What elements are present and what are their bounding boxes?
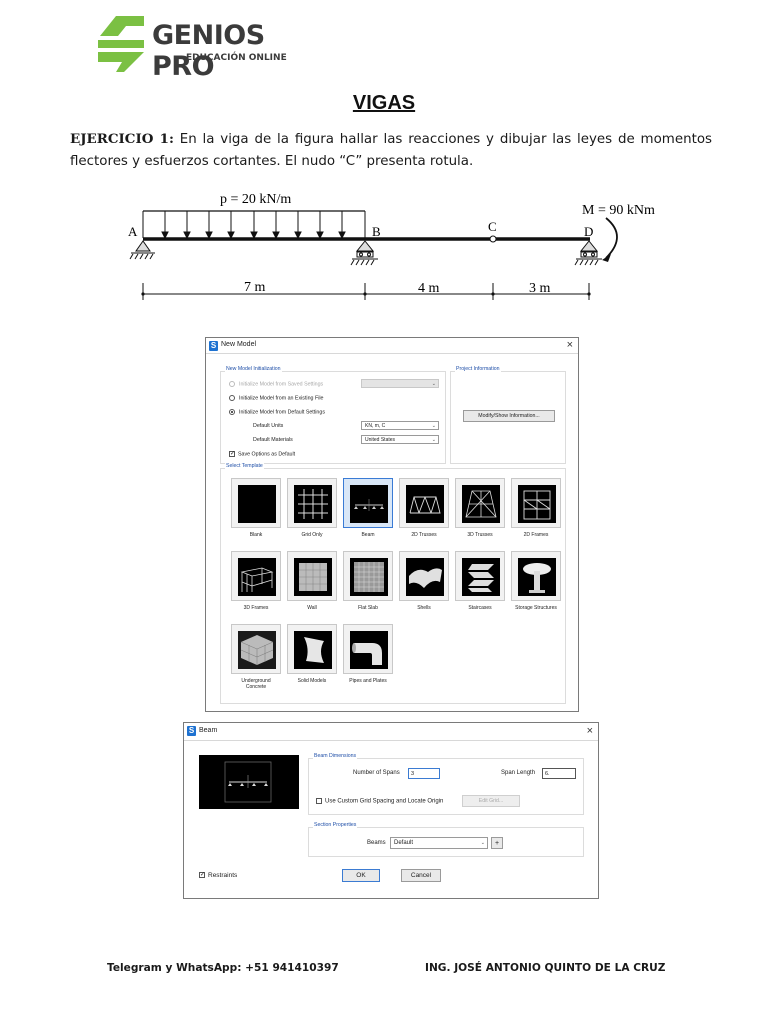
chevron-down-icon: ⌄ [431, 437, 436, 443]
distributed-load-arrows [162, 211, 345, 238]
2d-frame-template-icon [518, 485, 556, 523]
logo-name: GENIOS PRO [152, 20, 265, 82]
beam-dialog-title: Beam [199, 727, 218, 734]
wall-template-icon [294, 558, 332, 596]
saved-settings-select [361, 379, 439, 388]
section-properties-group [308, 822, 584, 857]
solid-model-template-icon [294, 631, 332, 669]
section-properties-label: Section Properties [314, 822, 357, 828]
applied-moment-arrowhead [602, 254, 611, 262]
shell-template-icon [406, 558, 444, 596]
template-label: Shells [417, 605, 431, 611]
beam-template-icon [350, 485, 388, 523]
span-1-length: 7 m [244, 280, 266, 295]
load-label: p = 20 kN/m [220, 192, 292, 207]
beam-preview-image [199, 755, 299, 809]
beam-close-icon[interactable]: × [586, 725, 593, 737]
template-2d-trusses[interactable] [399, 478, 449, 538]
select-template-group [220, 463, 566, 704]
storage-structure-template-icon [518, 558, 556, 596]
cancel-button[interactable]: Cancel [401, 869, 441, 882]
pipe-template-icon [350, 631, 388, 669]
template-3d-frames[interactable] [231, 551, 281, 611]
footer-author: ING. JOSÉ ANTONIO QUINTO DE LA CRUZ [425, 962, 666, 974]
custom-grid-label: Use Custom Grid Spacing and Locate Origin [325, 798, 444, 805]
option-existing-file[interactable] [229, 395, 324, 401]
template-shells[interactable] [399, 551, 449, 611]
template-underground-concrete[interactable] [231, 624, 281, 690]
node-d-label: D [584, 224, 594, 239]
beam-dimensions-label: Beam Dimensions [314, 753, 357, 759]
restraints-check-icon[interactable]: ✓ [200, 872, 206, 879]
support-d-roller [575, 241, 602, 265]
chevron-down-icon: ⌄ [431, 423, 436, 429]
select-template-label: Select Template [226, 463, 263, 469]
staircase-template-icon [462, 558, 500, 596]
template-label: 3D Frames [243, 605, 269, 611]
default-materials-label: Default Materials [253, 437, 293, 443]
template-grid-only[interactable] [287, 478, 337, 538]
radio-default-settings[interactable] [229, 409, 235, 415]
genios-pro-logo-icon [94, 14, 148, 74]
option-default-settings-label: Initialize Model from Default Settings [239, 409, 325, 416]
new-model-dialog [205, 337, 579, 712]
save-options-checkbox[interactable] [229, 451, 295, 457]
custom-grid-check-box[interactable] [316, 798, 322, 804]
default-units-value: KN, m, C [365, 423, 386, 429]
beam-dialog [183, 722, 599, 899]
blank-template-icon [238, 485, 276, 523]
template-label: Flat Slab [358, 605, 378, 611]
node-b-label: B [372, 224, 381, 239]
template-wall[interactable] [287, 551, 337, 611]
template-label: Wall [307, 605, 317, 611]
default-units-label: Default Units [253, 423, 284, 429]
flat-slab-template-icon [350, 558, 388, 596]
edit-grid-button[interactable]: Edit Grid... [462, 795, 520, 807]
model-initialization-group [220, 366, 446, 464]
model-initialization-label: New Model Initialization [226, 366, 281, 372]
restraints-label: Restraints [208, 872, 238, 879]
number-of-spans-input[interactable]: 3 [408, 768, 440, 779]
dimension-ticks [143, 283, 589, 300]
template-label: Underground Concrete [241, 678, 271, 690]
template-3d-trusses[interactable] [455, 478, 505, 538]
template-label: Blank [249, 532, 263, 538]
new-model-titlebar [206, 338, 578, 354]
template-label: Pipes and Plates [349, 678, 387, 684]
exercise-label: EJERCICIO 1: [70, 131, 174, 147]
support-b-roller [351, 241, 378, 265]
template-label: Beam [361, 532, 375, 538]
modify-show-information-button[interactable]: Modify/Show Information... [463, 410, 555, 422]
support-a-pin [130, 241, 155, 259]
template-pipes-and-plates[interactable] [343, 624, 393, 684]
template-label: 3D Trusses [467, 532, 493, 538]
number-of-spans-label: Number of Spans [353, 770, 400, 776]
template-blank[interactable] [231, 478, 281, 538]
save-options-check-icon[interactable]: ✓ [230, 451, 236, 457]
beam-titlebar [184, 723, 598, 741]
beam-dimensions-group [308, 753, 584, 815]
template-storage-structures[interactable] [511, 551, 561, 611]
template-staircases[interactable] [455, 551, 505, 611]
default-materials-value: United States [365, 437, 396, 443]
brand-logo [94, 14, 324, 82]
template-label: Storage Structures [515, 605, 557, 611]
template-label: Grid Only [301, 532, 323, 538]
template-label: Staircases [468, 605, 492, 611]
beams-section-value: Default [394, 840, 414, 846]
page-title: VIGAS [352, 92, 416, 114]
project-information-group [450, 366, 566, 464]
3d-frame-template-icon [238, 558, 276, 596]
default-units-select[interactable] [361, 421, 439, 430]
template-solid-models[interactable] [287, 624, 337, 684]
add-section-button[interactable]: + [491, 837, 503, 849]
save-options-label: Save Options as Default [238, 451, 296, 458]
sap2000-app-icon: S [188, 726, 195, 735]
3d-truss-template-icon [462, 485, 500, 523]
span-2-length: 4 m [418, 281, 440, 296]
chevron-down-icon: ⌄ [431, 381, 436, 387]
new-model-close-icon[interactable]: × [566, 339, 573, 351]
template-label: Solid Models [297, 678, 327, 684]
sap2000-app-icon: S [210, 341, 217, 350]
beam-diagram [0, 188, 768, 308]
radio-existing-file[interactable] [229, 395, 235, 401]
restraints-checkbox[interactable] [199, 872, 237, 879]
logo-tagline: EDUCACIÓN ONLINE [186, 53, 287, 63]
option-default-settings[interactable] [229, 409, 325, 415]
template-2d-frames[interactable] [511, 478, 561, 538]
option-saved-settings-label: Initialize Model from Saved Settings [239, 381, 324, 388]
custom-grid-checkbox[interactable] [316, 798, 443, 805]
option-saved-settings[interactable] [229, 381, 323, 387]
underground-concrete-template-icon [238, 631, 276, 669]
exercise-text: En la viga de la figura hallar las reacciones y dibujar las leyes de momentos flectores y esfuerzos cortantes. El nudo “C” presenta rotula. [70, 132, 712, 169]
option-existing-file-label: Initialize Model from an Existing File [239, 395, 324, 402]
applied-moment-arc [606, 218, 617, 258]
moment-label: M = 90 kNm [582, 203, 655, 218]
2d-truss-template-icon [406, 485, 444, 523]
span-length-input[interactable]: 6. [542, 768, 576, 779]
new-model-title: New Model [221, 341, 257, 348]
grid-template-icon [294, 485, 332, 523]
template-beam[interactable] [343, 478, 393, 538]
beams-label: Beams [367, 840, 386, 846]
template-label: 2D Frames [523, 532, 549, 538]
span-length-label: Span Length [501, 770, 536, 776]
node-c-label: C [488, 219, 497, 234]
ok-button[interactable]: OK [342, 869, 380, 882]
span-3-length: 3 m [529, 281, 551, 296]
exercise-statement [70, 128, 712, 173]
footer-contact: Telegram y WhatsApp: +51 941410397 [107, 962, 339, 974]
template-flat-slab[interactable] [343, 551, 393, 611]
default-materials-select[interactable] [361, 435, 439, 444]
beams-section-select[interactable] [390, 837, 488, 849]
radio-saved-settings[interactable] [229, 381, 235, 387]
project-information-label: Project Information [456, 366, 500, 372]
chevron-down-icon: ⌄ [480, 840, 485, 846]
hinge-c [490, 236, 496, 242]
template-label: 2D Trusses [411, 532, 437, 538]
node-a-label: A [128, 224, 138, 239]
